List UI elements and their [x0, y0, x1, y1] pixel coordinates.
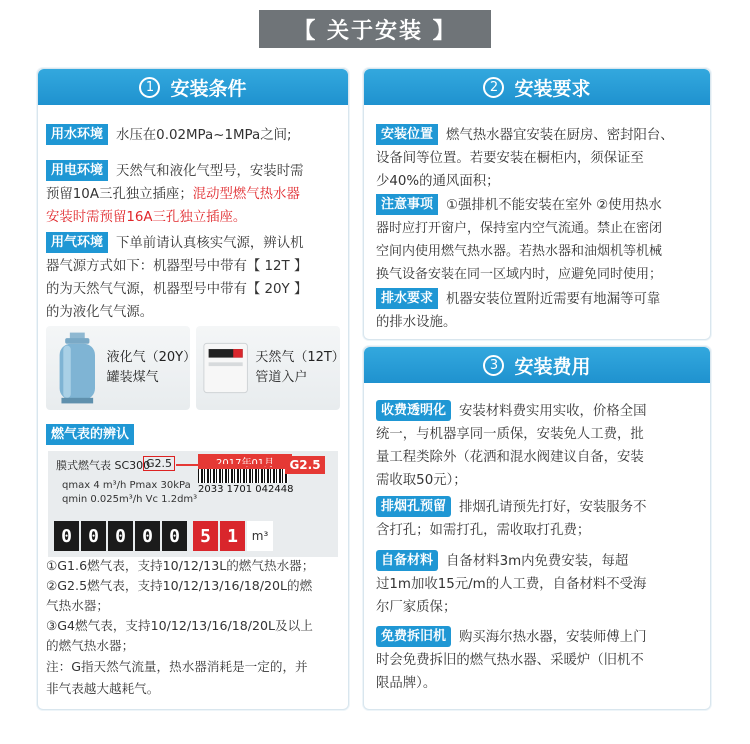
step-number-icon: 1: [139, 77, 160, 98]
position-tag: 安装位置: [376, 124, 438, 145]
photo2-line2: 管道入户: [255, 370, 308, 385]
water-tag: 用水环境: [46, 124, 108, 145]
panel-title: 安装条件: [170, 77, 247, 100]
position-text-1: 燃气热水器宜安装在厨房、密封阳台、: [446, 128, 674, 143]
position-text-3: 少40%的通风面积；: [376, 174, 500, 189]
gas-text-2: 器气源方式如下：机器型号中带有【 12T 】: [46, 259, 308, 274]
self-materials-tag: 自备材料: [376, 550, 438, 571]
panel-header: [38, 69, 348, 105]
meter-digit-red: 5: [193, 521, 218, 551]
photo1-line2: 罐装煤气: [106, 370, 159, 385]
meter-digit: 0: [54, 521, 79, 551]
gas-row: [46, 232, 346, 324]
drain-text-2: 的排水设施。: [376, 315, 457, 330]
list-item-g16: ①G1.6燃气表，支持10/12/13L的燃气热水器；: [46, 558, 315, 573]
list-item-g25b: 气热水器；: [46, 598, 109, 613]
note-line-1: 注：G指天然气流量，热水器消耗是一定的，并: [46, 659, 308, 674]
meter-digit: 0: [81, 521, 106, 551]
position-text-2: 设备间等位置。若要安装在橱柜内，须保证至: [376, 151, 644, 166]
list-item-g4a: ③G4燃气表，支持10/12/13/16/18/20L及以上: [46, 618, 313, 633]
list-item-g25a: ②G2.5燃气表，支持10/12/13/16/18/20L的燃: [46, 578, 313, 593]
meter-spec-1: qmax 4 m³/h Pmax 30kPa: [62, 480, 191, 491]
power-row: [46, 160, 346, 229]
step-number-icon: 3: [483, 355, 504, 376]
self-materials-text-3: 尔厂家质保；: [376, 600, 457, 615]
banner-title: 【 关于安装 】: [293, 18, 457, 44]
panel-title: 安装要求: [514, 77, 591, 100]
power-tag: 用电环境: [46, 160, 108, 181]
meter-note: [46, 656, 346, 700]
attention-text-4: 换气设备安装在同一区域内时，应避免同时使用；: [376, 267, 663, 282]
gas-text-3: 的为天然气气源，机器型号中带有【 20Y 】: [46, 282, 308, 297]
list-item-g4b: 的燃气热水器；: [46, 638, 135, 653]
gas-meter-icon: [202, 338, 249, 398]
meter-serial: 2033 1701 042448: [198, 484, 294, 495]
power-red-1: 混动型燃气热水器: [192, 187, 300, 202]
self-materials-text-2: 过1m加收15元/m的人工费，自备材料不受海: [376, 577, 647, 592]
meter-digit: 0: [135, 521, 160, 551]
photo1-line1: 液化气（20Y）: [106, 350, 197, 365]
position-row: [376, 124, 706, 193]
fee-text-4: 需收取50元）；: [376, 473, 467, 488]
meter-digit: 0: [108, 521, 133, 551]
g25-callout: G2.5: [285, 456, 325, 474]
meter-unit: m³: [247, 521, 273, 551]
attention-text-2: 器时应打开窗户，保持室内空气流通。禁止在密闭: [376, 221, 663, 236]
fee-tag: 收费透明化: [376, 400, 451, 421]
power-text-2: 预留10A三孔独立插座；: [46, 187, 193, 202]
flue-hole-row: [376, 496, 706, 542]
section-banner: [259, 10, 491, 48]
meter-model: G2.5: [143, 456, 175, 471]
meter-list: [46, 556, 346, 656]
gas-cylinder-icon: [54, 326, 101, 410]
flue-hole-tag: 排烟孔预留: [376, 496, 451, 517]
fee-text-2: 统一，与机器享同一质保，安装免人工费，批: [376, 427, 644, 442]
meter-spec: [62, 479, 197, 507]
gas-meter-photo: [196, 326, 345, 410]
meter-date: [198, 454, 292, 469]
water-row: [46, 124, 346, 147]
meter-label: 膜式燃气表 SC300: [56, 459, 151, 472]
fee-row: [376, 400, 706, 492]
barcode-icon: [198, 469, 288, 483]
water-text: 水压在0.02MPa~1MPa之间;: [116, 128, 292, 143]
fee-text-3: 量工程类除外（花洒和混水阀建议自备，安装: [376, 450, 644, 465]
attention-tag: 注意事项: [376, 194, 438, 215]
attention-text-3: 空间内使用燃气热水器。若热水器和油烟机等机械: [376, 244, 663, 259]
step-number-icon: 2: [483, 77, 504, 98]
gas-text-4: 的为液化气气源。: [46, 305, 154, 320]
free-removal-row: [376, 626, 706, 695]
panel-header: [364, 69, 710, 105]
meter-digits: [54, 521, 273, 551]
free-removal-text-2: 时会免费拆旧的燃气热水器、采暖炉（旧机不: [376, 653, 644, 668]
panel-header: [364, 347, 710, 383]
photo2-line1: 天然气（12T）: [255, 350, 345, 365]
meter-digit: 0: [162, 521, 187, 551]
drain-tag: 排水要求: [376, 288, 438, 309]
gas-text-1: 下单前请认真核实气源，辨认机: [116, 236, 304, 251]
meter-identify-row: [46, 424, 142, 447]
lpg-cylinder-photo: [46, 326, 197, 410]
free-removal-text-3: 限品牌）。: [376, 676, 437, 691]
self-materials-row: [376, 550, 706, 619]
note-line-2: 非气表越大越耗气。: [46, 681, 160, 696]
drain-text-1: 机器安装位置附近需要有地漏等可靠: [446, 292, 661, 307]
flue-hole-text-1: 排烟孔请预先打好，安装服务不: [459, 500, 647, 515]
attention-text-1: ①强排机不能安装在室外 ②使用热水: [446, 198, 662, 213]
meter-spec-2: qmin 0.025m³/h Vc 1.2dm³: [62, 494, 198, 505]
power-red-2: 安装时需预留16A三孔独立插座。: [46, 210, 247, 225]
drain-row: [376, 288, 706, 334]
gas-tag: 用气环境: [46, 232, 108, 253]
fee-text-1: 安装材料费实用实收，价格全国: [459, 404, 647, 419]
free-removal-tag: 免费拆旧机: [376, 626, 451, 647]
power-text-1: 天然气和液化气型号，安装时需: [116, 164, 304, 179]
attention-row: [376, 194, 708, 286]
panel-title: 安装费用: [514, 355, 591, 378]
self-materials-text-1: 自备材料3m内免费安装，每超: [446, 554, 629, 569]
meter-identify-tag: 燃气表的辨认: [46, 424, 134, 445]
pointer-arrow-icon: [176, 464, 282, 466]
free-removal-text-1: 购买海尔热水器，安装师傅上门: [459, 630, 647, 645]
flue-hole-text-2: 含打孔；如需打孔，需收取打孔费；: [376, 523, 591, 538]
meter-digit-red: 1: [220, 521, 245, 551]
